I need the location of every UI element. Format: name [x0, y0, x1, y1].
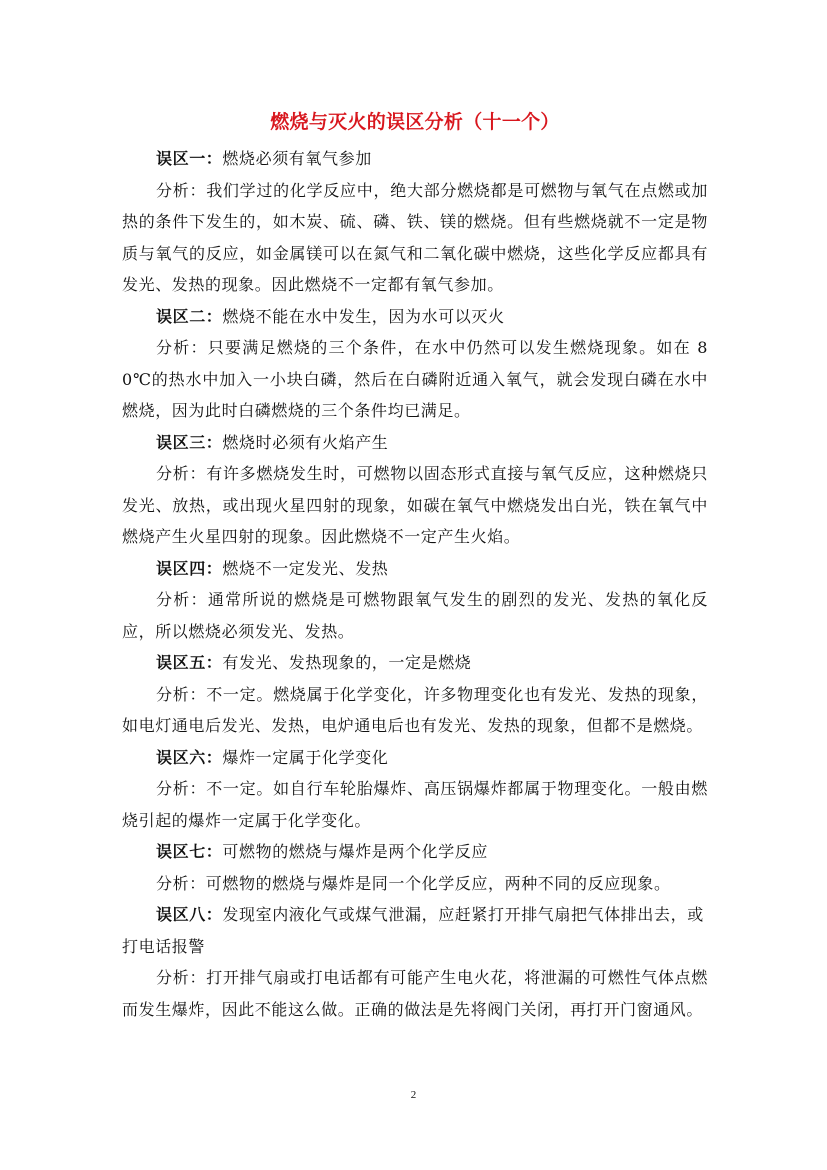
misconception-claim: 燃烧时必须有火焰产生 — [222, 432, 389, 452]
page-title: 燃烧与灭火的误区分析（十一个） — [270, 111, 560, 133]
misconception-label: 误区七： — [156, 842, 223, 861]
misconception-section-4 — [122, 553, 708, 648]
analysis-paragraph: 分析：有许多燃烧发生时，可燃物以固态形式直接与氧气反应，这种燃烧只发光、放热，或出现火星四射的现象，如碳在氧气中燃烧发出白光，铁在氧气中燃烧产生火星四射的现象。因此燃烧不一定产生火焰。 — [122, 464, 708, 546]
analysis-paragraph: 分析：通常所说的燃烧是可燃物跟氧气发生的剧烈的发光、发热的氧化反应，所以燃烧必须发光、发热。 — [122, 590, 708, 641]
analysis-paragraph: 分析：不一定。燃烧属于化学变化，许多物理变化也有发光、发热的现象，如电灯通电后发光、发热，电炉通电后也有发光、发热的现象，但都不是燃烧。 — [122, 684, 708, 735]
analysis-paragraph: 分析：我们学过的化学反应中，绝大部分燃烧都是可燃物与氧气在点燃或加热的条件下发生的，如木炭、硫、磷、铁、镁的燃烧。但有些燃烧就不一定是物质与氧气的反应，如金属镁可以在氮气和二氧化碳中燃烧，这些化学反应都具有发光、发热的现象。因此燃烧不一定都有氧气参加。 — [122, 180, 708, 294]
misconception-section-5 — [122, 647, 708, 742]
misconception-claim: 燃烧不能在水中发生，因为水可以灭火 — [222, 306, 505, 326]
misconception-section-6 — [122, 742, 708, 837]
misconception-label: 误区三： — [156, 432, 223, 452]
analysis-paragraph: 分析：只要满足燃烧的三个条件，在水中仍然可以发生燃烧现象。如在 80℃的热水中加入一小块白磷，然后在白磷附近通入氧气，就会发现白磷在水中燃烧，因为此时白磷燃烧的三个条件均已满足。 — [122, 338, 708, 420]
misconception-claim: 燃烧不一定发光、发热 — [222, 558, 389, 578]
misconception-label: 误区二： — [156, 306, 223, 326]
misconception-section-3 — [122, 427, 708, 553]
misconception-heading — [122, 647, 708, 679]
misconception-heading — [122, 427, 708, 459]
misconception-heading — [122, 899, 708, 962]
misconception-heading — [122, 143, 708, 175]
misconception-heading — [122, 836, 708, 868]
analysis-paragraph: 分析：不一定。如自行车轮胎爆炸、高压锅爆炸都属于物理变化。一般由燃烧引起的爆炸一定属于化学变化。 — [122, 779, 708, 830]
misconception-heading — [122, 553, 708, 585]
misconception-label: 误区五： — [156, 653, 223, 672]
misconception-section-1 — [122, 143, 708, 301]
misconception-label: 误区六： — [156, 747, 223, 767]
misconception-label: 误区四： — [156, 558, 223, 578]
misconception-section-2 — [122, 301, 708, 427]
misconception-heading — [122, 742, 708, 774]
analysis-paragraph: 分析：可燃物的燃烧与爆炸是同一个化学反应，两种不同的反应现象。 — [156, 873, 671, 893]
misconception-claim: 可燃物的燃烧与爆炸是两个化学反应 — [222, 842, 489, 861]
misconception-claim: 有发光、发热现象的，一定是燃烧 — [222, 653, 472, 672]
document-body — [122, 104, 708, 1025]
analysis-paragraph: 分析：打开排气扇或打电话都有可能产生电火花，将泄漏的可燃性气体点燃而发生爆炸，因此不能这么做。正确的做法是先将阀门关闭，再打开门窗通风。 — [122, 968, 708, 1019]
misconception-claim: 燃烧必须有氧气参加 — [222, 149, 372, 168]
misconception-label: 误区一： — [156, 149, 223, 168]
misconception-label: 误区八： — [156, 905, 223, 924]
misconception-claim: 爆炸一定属于化学变化 — [222, 747, 389, 767]
misconception-claim: 发现室内液化气或煤气泄漏，应赶紧打开排气扇把气体排出去，或打电话报警 — [122, 905, 704, 956]
misconception-section-7 — [122, 836, 708, 899]
page-number: 2 — [410, 1089, 417, 1101]
misconception-heading — [122, 301, 708, 333]
misconception-section-8 — [122, 899, 708, 1025]
